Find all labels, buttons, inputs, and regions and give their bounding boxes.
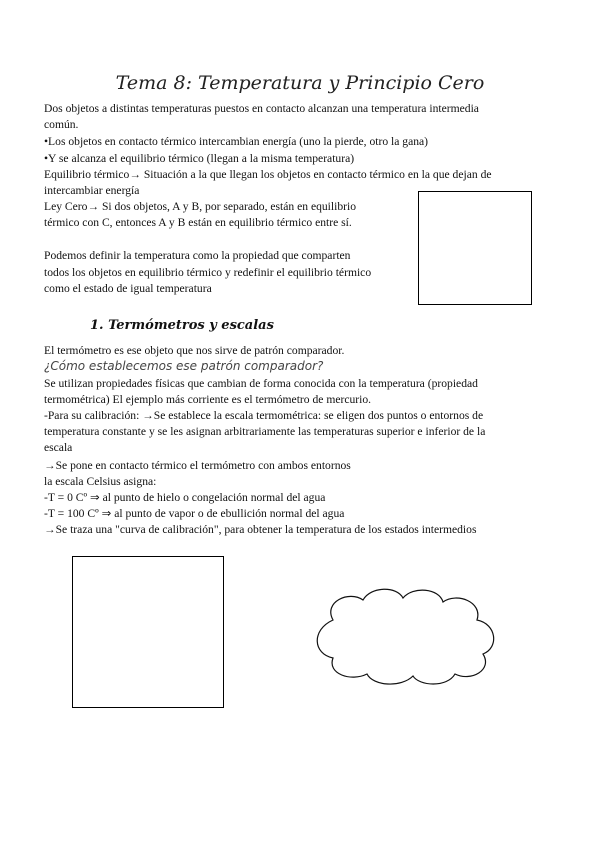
section-line: →Se pone en contacto térmico el termómetro con ambos entornos: [44, 459, 351, 472]
image-placeholder-box: [72, 556, 224, 708]
bullet-line: •Los objetos en contacto térmico intercambian energía (uno la pierde, otro la gana): [44, 135, 429, 148]
intro-line: Dos objetos a distintas temperaturas puestos en contacto alcanzan una temperatura intermedia: [44, 102, 479, 115]
intro-line: común.: [44, 118, 79, 131]
definition-line: Podemos definir la temperatura como la propiedad que comparten: [44, 249, 351, 262]
section-question: ¿Cómo establecemos ese patrón comparador?: [44, 359, 324, 373]
section-line: -T = 100 Cº ⇒ al punto de vapor o de ebullición normal del agua: [44, 507, 345, 520]
section-line: temperatura constante y se les asignan arbitrariamente las temperaturas superior e inferior de la: [44, 425, 486, 438]
section-line: la escala Celsius asigna:: [44, 475, 157, 488]
cloud-shape: [305, 582, 505, 688]
law-line: Ley Cero→ Si dos objetos, A y B, por separado, están en equilibrio: [44, 200, 357, 213]
page-title: Tema 8: Temperatura y Principio Cero: [115, 72, 485, 94]
section-heading: 1. Termómetros y escalas: [90, 318, 274, 333]
intro-line: intercambiar energía: [44, 184, 140, 197]
section-line: escala: [44, 441, 73, 454]
section-line: -Para su calibración: →Se establece la escala termométrica: se eligen dos puntos o entornos de: [44, 409, 484, 422]
definition-line: todos los objetos en equilibrio térmico y redefinir el equilibrio térmico: [44, 266, 372, 279]
section-line: →Se traza una "curva de calibración", para obtener la temperatura de los estados intermedios: [44, 523, 477, 536]
definition-line: como el estado de igual temperatura: [44, 282, 212, 295]
section-line: El termómetro es ese objeto que nos sirve de patrón comparador.: [44, 344, 345, 357]
law-line: térmico con C, entonces A y B están en equilibrio térmico entre sí.: [44, 216, 352, 229]
intro-line: Equilibrio térmico→ Situación a la que llegan los objetos en contacto térmico en la que dejan de: [44, 168, 492, 181]
section-line: Se utilizan propiedades físicas que cambian de forma conocida con la temperatura (propiedad: [44, 377, 478, 390]
bullet-line: •Y se alcanza el equilibrio térmico (llegan a la misma temperatura): [44, 152, 355, 165]
image-placeholder-box: [418, 191, 532, 305]
section-line: -T = 0 Cº ⇒ al punto de hielo o congelación normal del agua: [44, 491, 326, 504]
section-line: termométrica) El ejemplo más corriente es el termómetro de mercurio.: [44, 393, 372, 406]
